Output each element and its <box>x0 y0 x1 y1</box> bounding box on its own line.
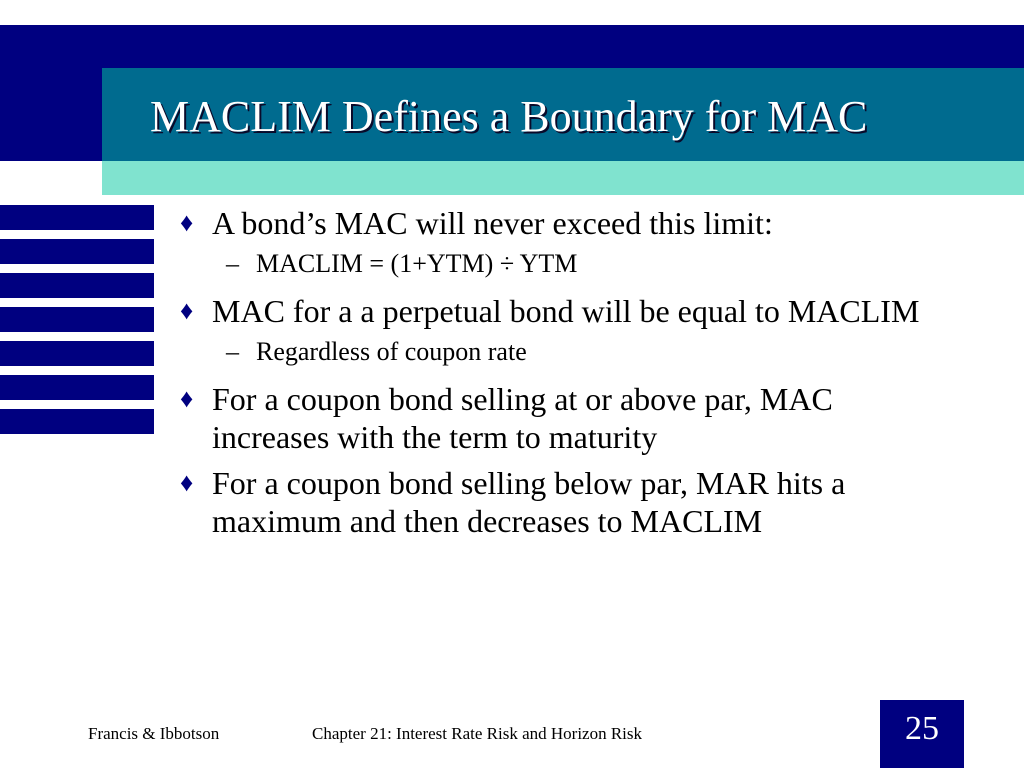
sub-bullet-text: Regardless of coupon rate <box>256 337 527 366</box>
page-number: 25 <box>905 710 939 747</box>
footer-author: Francis & Ibbotson <box>88 724 220 743</box>
sub-bullet-item <box>180 248 940 280</box>
stripe <box>0 239 154 264</box>
stripe <box>0 341 154 366</box>
bullet-item <box>180 380 940 456</box>
dash-bullet-icon: – <box>226 337 239 366</box>
slide-title: MACLIM Defines a Boundary for MAC <box>150 92 868 141</box>
stripe <box>0 273 154 298</box>
page-number-box <box>880 700 964 768</box>
stripe <box>0 375 154 400</box>
bullet-text: MAC for a a perpetual bond will be equal to MACLIM <box>212 293 920 329</box>
bullet-item <box>180 464 940 540</box>
bullet-item <box>180 292 940 330</box>
stripe <box>0 307 154 332</box>
diamond-bullet-icon: ♦ <box>180 208 194 237</box>
stripe <box>0 409 154 434</box>
sub-bullet-item <box>180 336 940 368</box>
bullet-text: A bond’s MAC will never exceed this limit: <box>212 205 773 241</box>
diamond-bullet-icon: ♦ <box>180 296 194 325</box>
bullet-text: For a coupon bond selling at or above par, MAC increases with the term to maturity <box>212 381 833 455</box>
sub-bullet-text: MACLIM = (1+YTM) ÷ YTM <box>256 249 578 278</box>
diamond-bullet-icon: ♦ <box>180 468 194 497</box>
stripe <box>0 205 154 230</box>
bullet-list <box>180 204 940 548</box>
footer-chapter: Chapter 21: Interest Rate Risk and Horizon Risk <box>312 724 643 743</box>
bullet-item <box>180 204 940 242</box>
left-stripe-decoration <box>0 205 154 435</box>
dash-bullet-icon: – <box>226 249 239 278</box>
diamond-bullet-icon: ♦ <box>180 384 194 413</box>
bullet-text: For a coupon bond selling below par, MAR hits a maximum and then decreases to MACLIM <box>212 465 846 539</box>
accent-band <box>102 161 1024 195</box>
